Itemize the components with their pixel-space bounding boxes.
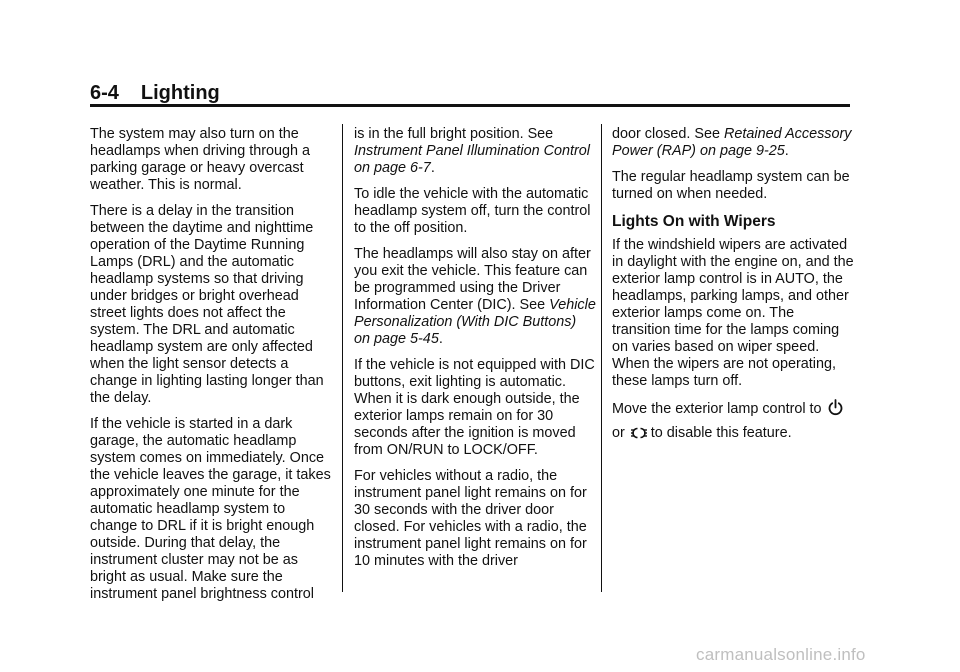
section-heading: Lights On with Wipers: [612, 213, 776, 230]
paragraph: For vehicles without a radio, the instrument panel light remains on for 30 seconds with the driver door closed. For vehicles with a radio, the instrument panel light remains on for 10 minutes with the driver: [354, 468, 587, 569]
column-divider: [342, 124, 343, 592]
column-3: [612, 126, 854, 454]
cross-reference-link[interactable]: Instrument Panel Illumination Control on page 6-7: [354, 143, 590, 176]
column-2: [354, 126, 596, 579]
cross-reference-link[interactable]: Vehicle Personalization (With DIC Buttons) on page 5-45: [354, 297, 596, 347]
cross-reference-link[interactable]: Retained Accessory Power (RAP) on page 9-25: [612, 126, 852, 159]
paragraph: If the windshield wipers are activated in daylight with the engine on, and the exterior lamp control is in AUTO, the headlamps, parking lamps, and other exterior lamps come on. The transition time for the lamps coming on varies based on wiper speed. When the wipers are not operating, these lamps turn off.: [612, 237, 854, 389]
paragraph-text: is in the full bright position. See: [354, 126, 554, 142]
parking-lamp-icon: [631, 426, 647, 445]
paragraph: If the vehicle is started in a dark garage, the automatic headlamp system comes on immediately. Once the vehicle leaves the garage, it takes approximately one minute for the automatic headlamp system to change to DRL if it is bright enough outside. During that delay, the instrument cluster may not be as bright as usual. Make sure the instrument panel brightness control: [90, 416, 331, 602]
paragraph: The headlamps will also stay on after you exit the vehicle. This feature can be programmed using the Driver Information Center (DIC). See Vehicle Personalization (With DIC Buttons) on page 5-45.: [354, 246, 596, 347]
column-1: [90, 126, 332, 612]
paragraph-text: door closed. See: [612, 126, 721, 142]
paragraph-text: to disable this feature.: [650, 425, 792, 441]
page-title: Lighting: [140, 82, 220, 104]
paragraph: To idle the vehicle with the automatic headlamp system off, turn the control to the off position.: [354, 186, 591, 236]
paragraph: There is a delay in the transition between the daytime and nighttime operation of the Daytime Running Lamps (DRL) and the automatic headlamp systems so that driving under bridges or bright overhead street lights does not affect the system. The DRL and automatic headlamp system are only affected when the light sensor detects a change in lighting lasting longer than the delay.: [90, 203, 324, 406]
header-rule: [90, 104, 850, 107]
paragraph-text: Move the exterior lamp control to: [612, 401, 822, 417]
paragraph-text: or: [612, 425, 625, 441]
power-icon: [828, 399, 843, 421]
paragraph: If the vehicle is not equipped with DIC buttons, exit lighting is automatic. When it is dark enough outside, the exterior lamps remain on for 30 seconds after the ignition is moved from ON/RUN to LOCK/OFF.: [354, 357, 595, 458]
paragraph: door closed. See Retained Accessory Power (RAP) on page 9-25.: [612, 126, 852, 159]
paragraph: is in the full bright position. See Instrument Panel Illumination Control on page 6-7.: [354, 126, 590, 176]
paragraph: The system may also turn on the headlamps when driving through a parking garage or heavy overcast weather. This is normal.: [90, 126, 310, 193]
paragraph-text: The headlamps will also stay on after you exit the vehicle. This feature can be programmed using the Driver Information Center (DIC). See: [354, 246, 591, 313]
paragraph: [612, 425, 854, 445]
section-number: 6-4: [90, 82, 119, 104]
page-header: [90, 82, 220, 105]
paragraph: The regular headlamp system can be turned on when needed.: [612, 169, 850, 202]
watermark: carmanualsonline.info: [696, 645, 866, 664]
column-divider: [601, 124, 602, 592]
paragraph: [612, 399, 854, 421]
